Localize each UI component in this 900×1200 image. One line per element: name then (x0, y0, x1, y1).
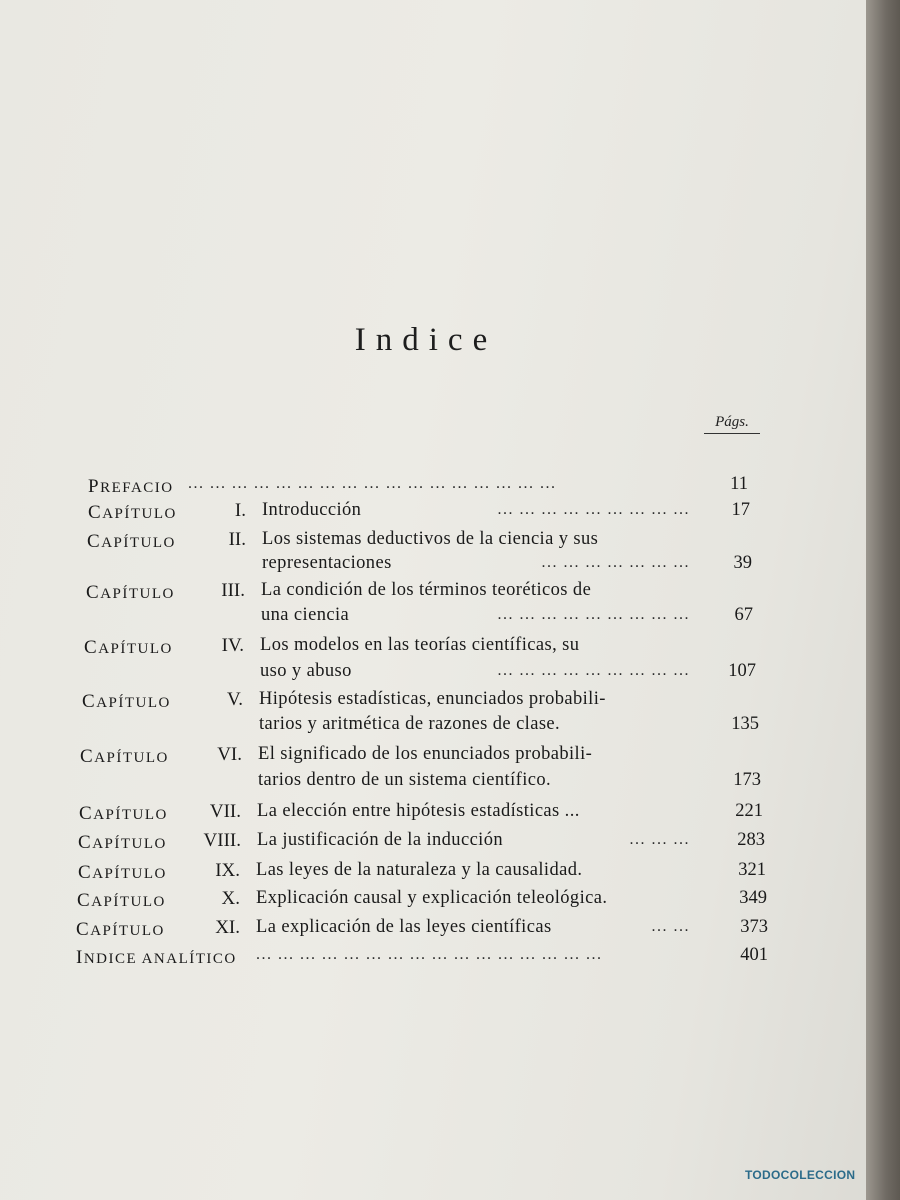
entry-label-rest: APÍTULO (102, 506, 177, 522)
entry-label (79, 803, 168, 825)
dot-leader: ... ... ... ... ... ... ... (541, 554, 690, 571)
dot-leader: ... ... ... (629, 831, 690, 848)
page-number: 349 (739, 888, 767, 908)
page-edge-shadow (866, 0, 900, 1200)
entry-label (80, 746, 169, 768)
entry-title-line: Hipótesis estadísticas, enunciados probabili- (259, 689, 606, 709)
entry-label-initial: C (76, 919, 91, 940)
entry-label (78, 832, 167, 854)
entry-label-rest: APÍTULO (92, 866, 167, 882)
entry-label-initial: C (80, 746, 95, 767)
dot-leader: ... ... ... ... ... ... ... ... ... (497, 606, 690, 623)
chapter-number: I. (234, 500, 246, 521)
entry-label-rest: APÍTULO (92, 836, 167, 852)
entry-title-line: Las leyes de la naturaleza y la causalidad. (256, 860, 583, 880)
entry-label-rest: NDICE ANALÍTICO (83, 951, 237, 967)
chapter-number: IX. (215, 860, 240, 881)
entry-label (77, 890, 166, 912)
entry-label-rest: APÍTULO (100, 586, 175, 602)
entry-title-line: tarios dentro de un sistema científico. (258, 770, 552, 790)
chapter-number: XI. (215, 917, 240, 938)
entry-label (84, 637, 173, 659)
page-number: 321 (738, 860, 766, 880)
entry-label-initial: I (76, 947, 84, 968)
entry-label-initial: C (87, 531, 102, 552)
entry-title-line: El significado de los enunciados probabili- (258, 744, 593, 764)
entry-title-line: La condición de los términos teoréticos de (261, 580, 592, 600)
entry-title-line: uso y abuso (260, 661, 352, 681)
entry-label (88, 502, 177, 524)
entry-title-line: representaciones (262, 553, 392, 573)
entry-label-rest: APÍTULO (93, 807, 168, 823)
page-number: 39 (733, 553, 752, 573)
entry-label-initial: C (79, 803, 94, 824)
page-number: 107 (728, 661, 756, 681)
entry-label-rest: APÍTULO (98, 641, 173, 657)
entry-label-initial: P (88, 476, 101, 497)
entry-label (78, 862, 167, 884)
entry-label (76, 919, 165, 941)
chapter-number: II. (228, 529, 246, 550)
entry-label-rest: APÍTULO (94, 750, 169, 766)
page-number: 135 (731, 714, 759, 734)
dot-leader: ... ... ... ... ... ... ... ... ... (497, 501, 690, 518)
chapter-number: VII. (209, 801, 241, 822)
entry-label-initial: C (78, 862, 93, 883)
entry-title-line: La justificación de la inducción (257, 830, 504, 850)
chapter-number: IV. (221, 635, 244, 656)
page-title: Indice (354, 322, 498, 358)
entry-label-rest: REFACIO (100, 480, 174, 496)
chapter-number: VIII. (203, 830, 241, 851)
page-number: 17 (731, 500, 750, 520)
entry-label-initial: C (78, 832, 93, 853)
entry-label (87, 531, 176, 553)
chapter-number: X. (221, 888, 240, 909)
chapter-number: V. (226, 689, 243, 710)
dot-leader: ... ... ... ... ... ... ... ... ... (497, 662, 690, 679)
entry-label-initial: C (77, 890, 92, 911)
dot-leader: ... ... (651, 918, 690, 935)
entry-label-rest: APÍTULO (101, 535, 176, 551)
dot-leader: ... ... ... ... ... ... ... ... ... ... ... ... ... ... ... ... ... (188, 475, 557, 492)
entry-label-initial: C (82, 691, 97, 712)
page-number: 173 (733, 770, 761, 790)
entry-title-line: tarios y aritmética de razones de clase. (259, 714, 561, 734)
page-number: 373 (740, 917, 768, 937)
entry-label (76, 947, 237, 969)
entry-label-rest: APÍTULO (90, 923, 165, 939)
entry-title-line: La elección entre hipótesis estadísticas ... (257, 801, 580, 821)
entry-title-line: una ciencia (261, 605, 350, 625)
page-number: 221 (735, 801, 763, 821)
entry-label (86, 582, 175, 604)
entry-label-rest: APÍTULO (91, 894, 166, 910)
entry-title-line: Explicación causal y explicación teleológica. (256, 888, 608, 908)
entry-label-initial: C (86, 582, 101, 603)
entry-title-line: Introducción (262, 500, 362, 520)
page-number: 401 (740, 945, 768, 965)
entry-label-rest: APÍTULO (96, 695, 171, 711)
page-number: 283 (737, 830, 765, 850)
entry-title-line: Los modelos en las teorías científicas, su (260, 635, 580, 655)
entry-title-line: La explicación de las leyes científicas (256, 917, 552, 937)
page-number: 11 (730, 474, 748, 494)
entry-label-initial: C (84, 637, 99, 658)
chapter-number: VI. (217, 744, 242, 765)
entry-title-line: Los sistemas deductivos de la ciencia y sus (262, 529, 599, 549)
page-number: 67 (734, 605, 753, 625)
dot-leader: ... ... ... ... ... ... ... ... ... ... ... ... ... ... ... ... (256, 946, 603, 963)
entry-label (82, 691, 171, 713)
entry-label-initial: C (88, 502, 103, 523)
chapter-number: III. (221, 580, 245, 601)
watermark-logo: TODOCOLECCION (745, 1168, 856, 1182)
pages-column-header: Págs. (704, 414, 760, 434)
entry-label (88, 476, 174, 498)
